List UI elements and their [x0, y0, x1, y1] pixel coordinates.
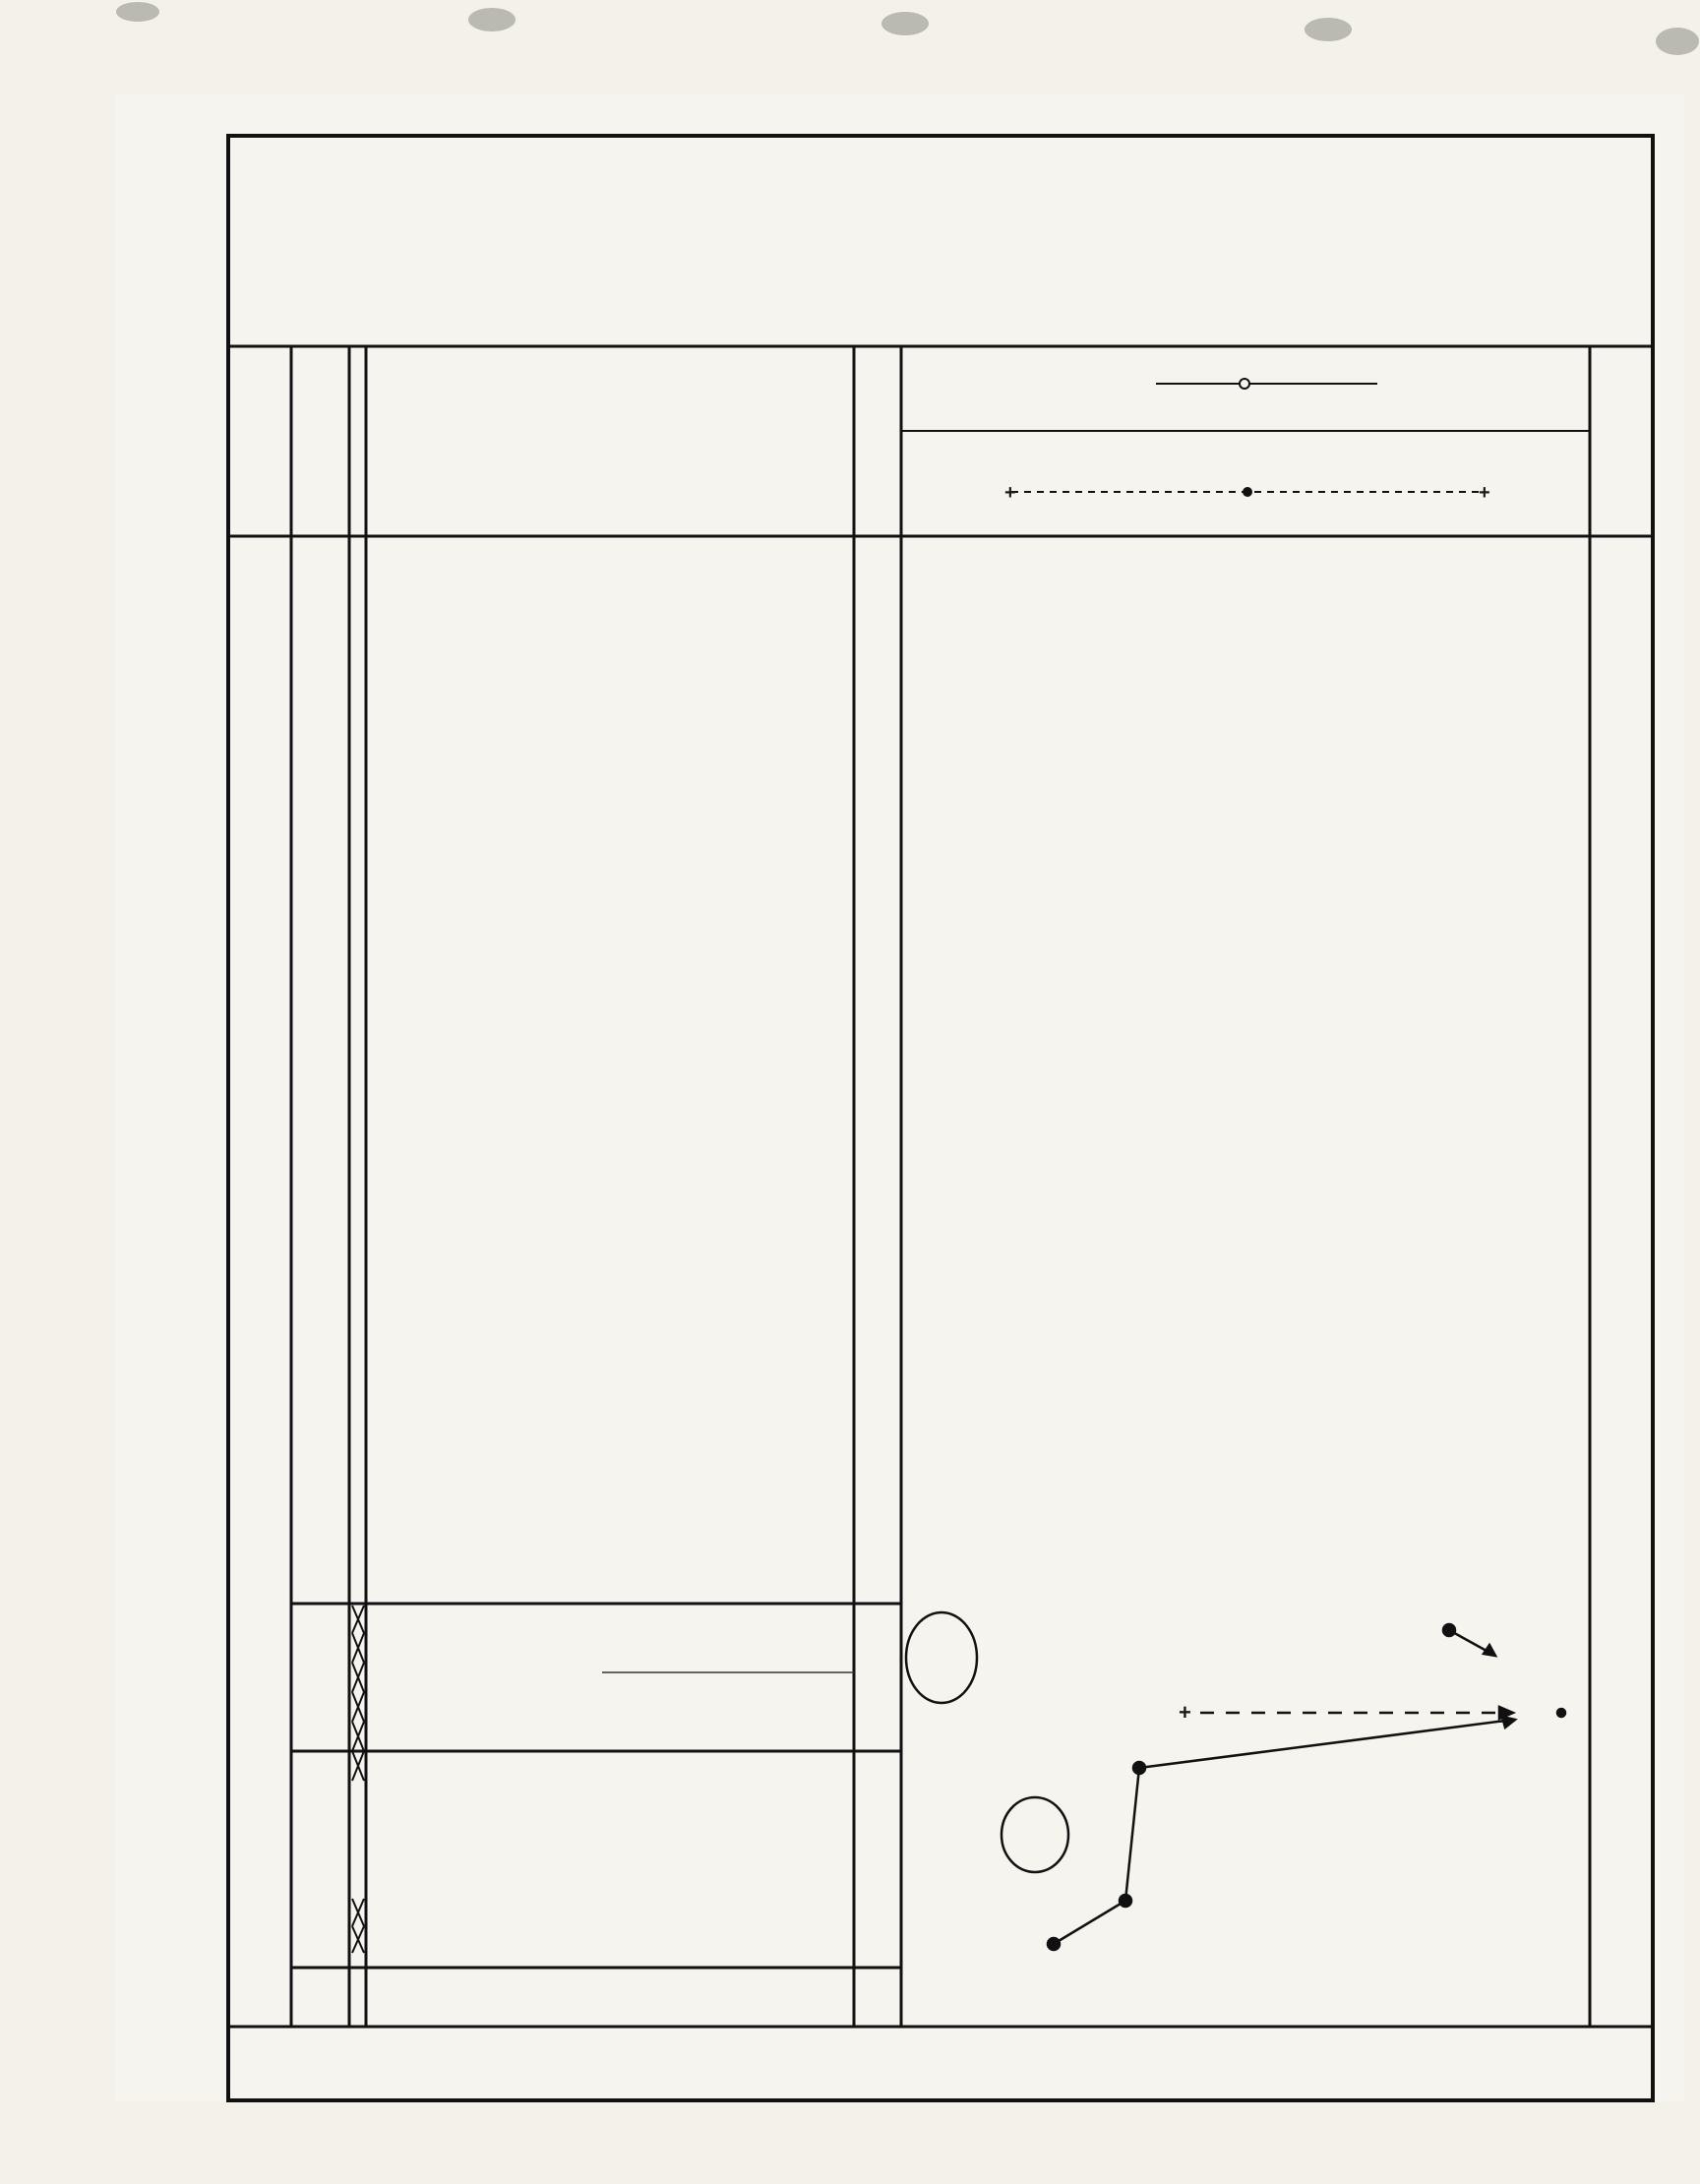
svg-text:+: + — [1179, 1700, 1191, 1725]
penetrometer-legend-marker — [1240, 379, 1249, 389]
liquid-limit-marker: + — [1479, 482, 1490, 504]
plastic-limit-marker: + — [1004, 482, 1016, 504]
water-content-marker — [1243, 487, 1252, 497]
